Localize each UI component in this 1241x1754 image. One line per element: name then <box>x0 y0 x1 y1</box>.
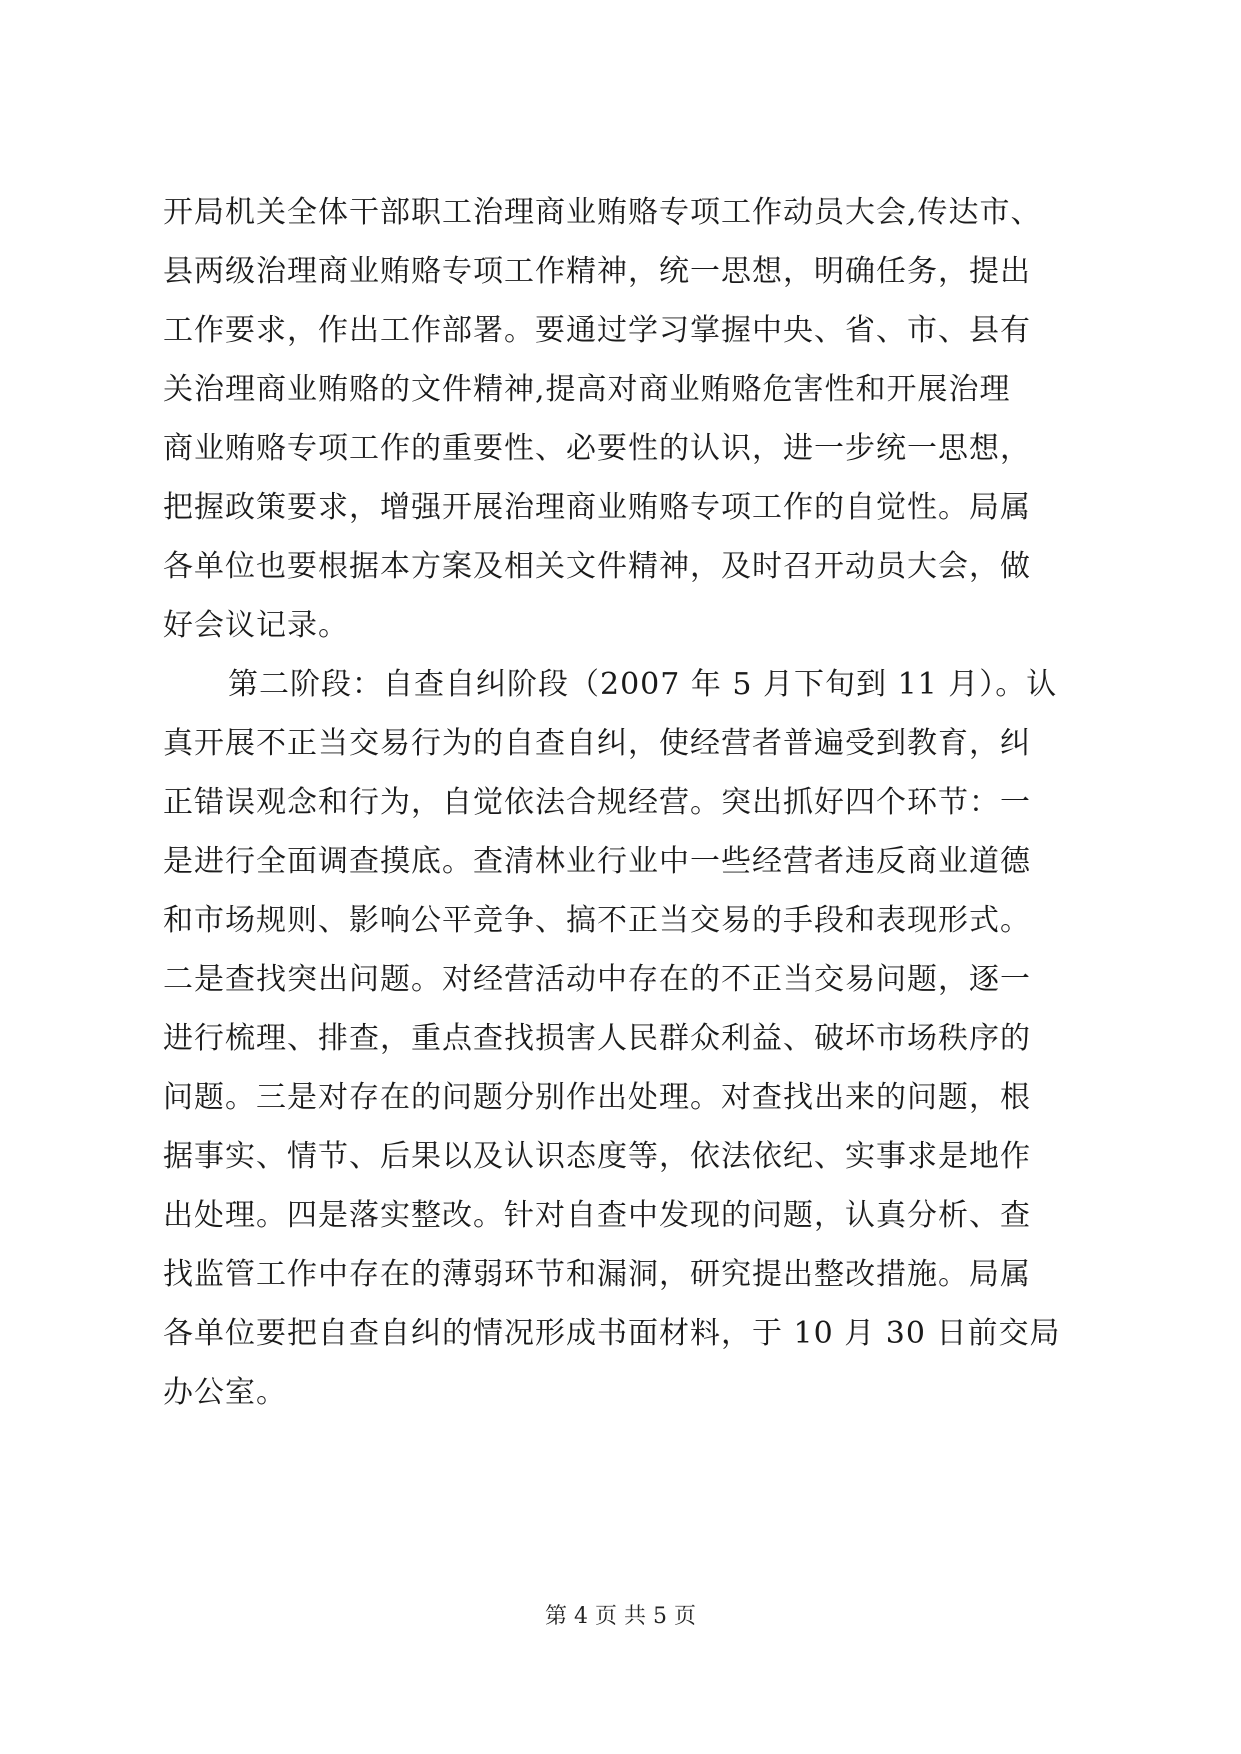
text-line: 办公室。 <box>163 1375 287 1410</box>
text-line: 真开展不正当交易行为的自查自纠，使经营者普遍受到教育，纠 <box>163 726 1031 761</box>
text-line: 开局机关全体干部职工治理商业贿赂专项工作动员大会,传达市、 <box>163 195 1042 230</box>
text-line: 找监管工作中存在的薄弱环节和漏洞，研究提出整改措施。局属 <box>163 1257 1031 1292</box>
text-line: 各单位也要根据本方案及相关文件精神，及时召开动员大会，做 <box>163 549 1031 584</box>
text-line: 县两级治理商业贿赂专项工作精神，统一思想，明确任务，提出 <box>163 254 1031 289</box>
text-line: 进行梳理、排查，重点查找损害人民群众利益、破坏市场秩序的 <box>163 1021 1031 1056</box>
text-line: 把握政策要求，增强开展治理商业贿赂专项工作的自觉性。局属 <box>163 490 1031 525</box>
text-line: 据事实、情节、后果以及认识态度等，依法依纪、实事求是地作 <box>163 1139 1031 1174</box>
text-line: 二是查找突出问题。对经营活动中存在的不正当交易问题，逐一 <box>163 962 1031 997</box>
text-line: 是进行全面调查摸底。查清林业行业中一些经营者违反商业道德 <box>163 844 1031 879</box>
text-line: 关治理商业贿赂的文件精神,提高对商业贿赂危害性和开展治理 <box>163 372 1011 407</box>
text-line: 各单位要把自查自纠的情况形成书面材料，于 10 月 30 日前交局 <box>163 1316 1061 1351</box>
page-number-footer: 第 4 页 共 5 页 <box>545 1604 696 1629</box>
text-line: 正错误观念和行为，自觉依法合规经营。突出抓好四个环节：一 <box>163 785 1031 820</box>
text-line: 出处理。四是落实整改。针对自查中发现的问题，认真分析、查 <box>163 1198 1031 1233</box>
text-line: 和市场规则、影响公平竞争、搞不正当交易的手段和表现形式。 <box>163 903 1031 938</box>
paragraph-start-line: 第二阶段：自查自纠阶段（2007 年 5 月下旬到 11 月）。认 <box>228 667 1058 702</box>
text-line: 商业贿赂专项工作的重要性、必要性的认识，进一步统一思想， <box>163 431 1031 466</box>
text-line: 工作要求，作出工作部署。要通过学习掌握中央、省、市、县有 <box>163 313 1031 348</box>
text-line: 问题。三是对存在的问题分别作出处理。对查找出来的问题，根 <box>163 1080 1031 1115</box>
text-line: 好会议记录。 <box>163 608 349 643</box>
